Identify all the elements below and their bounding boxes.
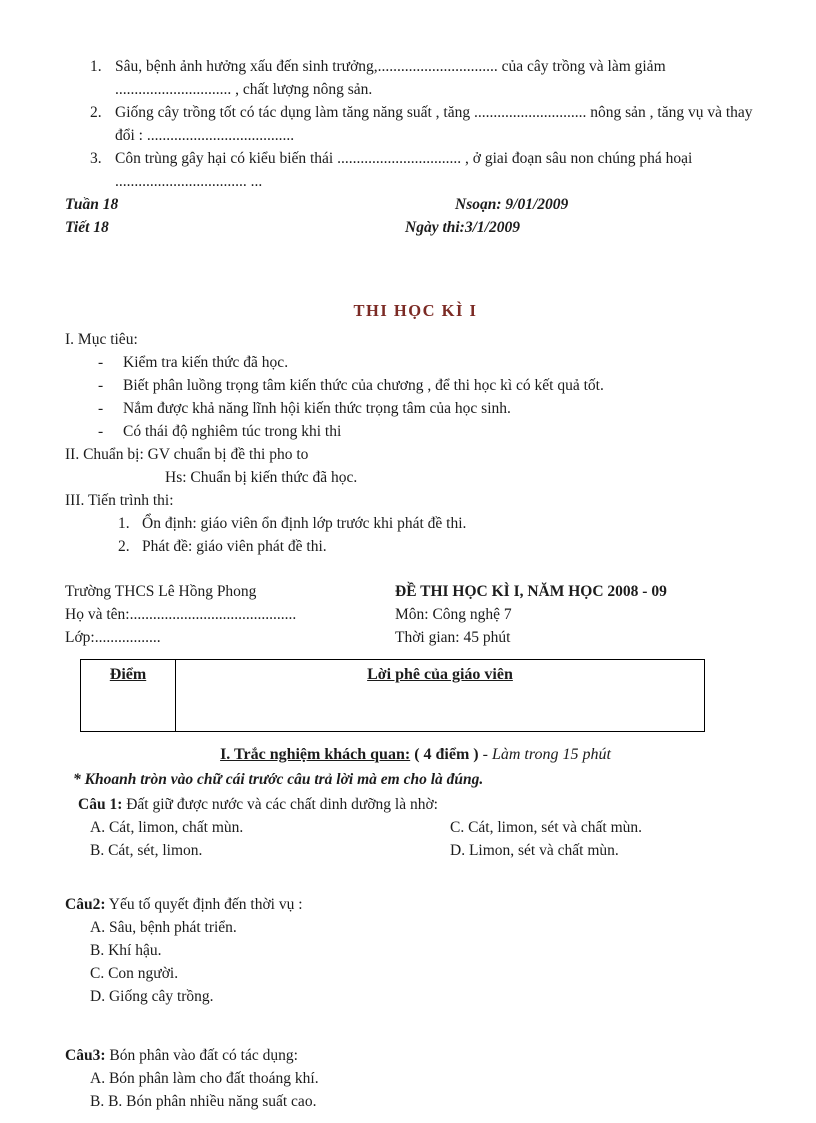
- exam-header-row: [65, 626, 766, 649]
- part1-heading: [65, 743, 766, 766]
- procedure-step: [65, 512, 766, 535]
- question-3-text: Bón phân vào đất có tác dụng:: [105, 1047, 298, 1064]
- part1-heading-points: ( 4 điểm ): [410, 746, 483, 763]
- procedure-step-text: Ổn định: giáo viên ổn định lớp trước khi phát đề thi.: [142, 515, 467, 532]
- procedure-step-text: Phát đề: giáo viên phát đề thi.: [142, 538, 327, 555]
- period-label: Tiết 18: [65, 219, 109, 236]
- question-3: [65, 1044, 766, 1113]
- score-table: [80, 659, 705, 732]
- period-row: [65, 216, 766, 239]
- question-1-line: [65, 793, 766, 816]
- lesson-plan: [65, 328, 766, 558]
- score-cell: [81, 660, 176, 731]
- option-row: [65, 816, 766, 839]
- fill-in-list: [65, 55, 766, 193]
- fill-in-item-text: Côn trùng gây hại có kiểu biến thái ................................ , ở giai đoạn sâu non chúng phá hoại .................................. ...: [115, 150, 693, 190]
- preparation-hs: Hs: Chuẩn bị kiến thức đã học.: [165, 469, 358, 486]
- objective-text: Nắm được khả năng lĩnh hội kiến thức trọng tâm của học sinh.: [123, 400, 511, 417]
- teacher-comment-header: Lời phê của giáo viên: [367, 666, 513, 683]
- option-c: C. Con người.: [90, 965, 179, 982]
- procedure-step-number: 1.: [118, 515, 130, 532]
- procedure-heading: III. Tiến trình thi:: [65, 492, 174, 509]
- question-2-label: Câu2:: [65, 896, 106, 913]
- objective-item: [65, 374, 766, 397]
- objective-item: [65, 351, 766, 374]
- dash-bullet: -: [98, 423, 104, 440]
- question-2-text: Yếu tố quyết định đến thời vụ :: [105, 896, 303, 913]
- part1-heading-time: - Làm trong 15 phút: [482, 746, 611, 763]
- objective-text: Có thái độ nghiêm túc trong khi thi: [123, 423, 342, 440]
- option-a: A. Sâu, bệnh phát triển.: [90, 919, 237, 936]
- duration-line: Thời gian: 45 phút: [395, 629, 511, 646]
- fill-in-item-text: Sâu, bệnh ảnh hưởng xấu đến sinh trưởng,............................... của cây trồng và làm giảm .............................. , chất lượng nông sản.: [115, 58, 666, 98]
- fill-in-item-text: Giống cây trồng tốt có tác dụng làm tăng năng suất , tăng ............................. nông sản , tăng vụ và thay đổi : ......................................: [115, 104, 753, 144]
- class-line: Lớp:.................: [65, 629, 161, 646]
- exam-header-row: [65, 603, 766, 626]
- subject-line: Môn: Công nghệ 7: [395, 606, 512, 623]
- option-a: A. Bón phân làm cho đất thoáng khí.: [90, 1070, 319, 1087]
- question-1: [65, 793, 766, 862]
- exam-date: Ngày thi:3/1/2009: [405, 219, 520, 236]
- fill-in-item-number: 2.: [90, 104, 102, 121]
- prepared-date: Nsoạn: 9/01/2009: [455, 196, 569, 213]
- option-d: D. Giống cây trồng.: [90, 988, 214, 1005]
- score-header: Điểm: [109, 666, 147, 683]
- option-b: B. B. Bón phân nhiều năng suất cao.: [90, 1093, 317, 1110]
- option-row: [65, 839, 766, 862]
- objective-item: [65, 420, 766, 443]
- student-name-line: Họ và tên:...........................................: [65, 606, 297, 623]
- part1-instruction: * Khoanh tròn vào chữ cái trước câu trả lời mà em cho là đúng.: [73, 771, 484, 788]
- option-b: B. Cát, sét, limon.: [90, 842, 203, 859]
- week-row: [65, 193, 766, 216]
- objective-text: Biết phân luồng trọng tâm kiến thức của chương , để thi học kì có kết quả tốt.: [123, 377, 604, 394]
- fill-in-item-number: 1.: [90, 58, 102, 75]
- question-2-line: [65, 893, 766, 916]
- exam-header: [65, 580, 766, 649]
- option-b: B. Khí hậu.: [90, 942, 162, 959]
- exam-header-row: [65, 580, 766, 603]
- fill-in-item: [65, 101, 766, 147]
- question-1-text: Đất giữ được nước và các chất dinh dưỡng là nhờ:: [122, 796, 438, 813]
- question-3-line: [65, 1044, 766, 1067]
- week-label: Tuần 18: [65, 196, 119, 213]
- option-d: D. Limon, sét và chất mùn.: [450, 842, 619, 859]
- question-3-label: Câu3:: [65, 1047, 106, 1064]
- dash-bullet: -: [98, 377, 104, 394]
- school-name: Trường THCS Lê Hồng Phong: [65, 583, 257, 600]
- option-c: C. Cát, limon, sét và chất mùn.: [450, 819, 643, 836]
- fill-in-item: [65, 55, 766, 101]
- exam-title-heading: ĐỀ THI HỌC KÌ I, NĂM HỌC 2008 - 09: [395, 583, 667, 600]
- objectives-heading: I. Mục tiêu:: [65, 331, 138, 348]
- question-1-label: Câu 1:: [78, 796, 123, 813]
- doc-title: THI HỌC KÌ I: [353, 301, 478, 320]
- objective-text: Kiểm tra kiến thức đã học.: [123, 354, 289, 371]
- procedure-step: [65, 535, 766, 558]
- preparation-heading: II. Chuẩn bị: GV chuẩn bị đề thi pho to: [65, 446, 309, 463]
- part1-heading-main: I. Trắc nghiệm khách quan:: [220, 746, 411, 763]
- dash-bullet: -: [98, 400, 104, 417]
- procedure-step-number: 2.: [118, 538, 130, 555]
- question-2: [65, 893, 766, 1008]
- dash-bullet: -: [98, 354, 104, 371]
- objective-item: [65, 397, 766, 420]
- option-a: A. Cát, limon, chất mùn.: [90, 819, 244, 836]
- fill-in-item-number: 3.: [90, 150, 102, 167]
- teacher-comment-cell: [176, 660, 704, 731]
- fill-in-item: [65, 147, 766, 193]
